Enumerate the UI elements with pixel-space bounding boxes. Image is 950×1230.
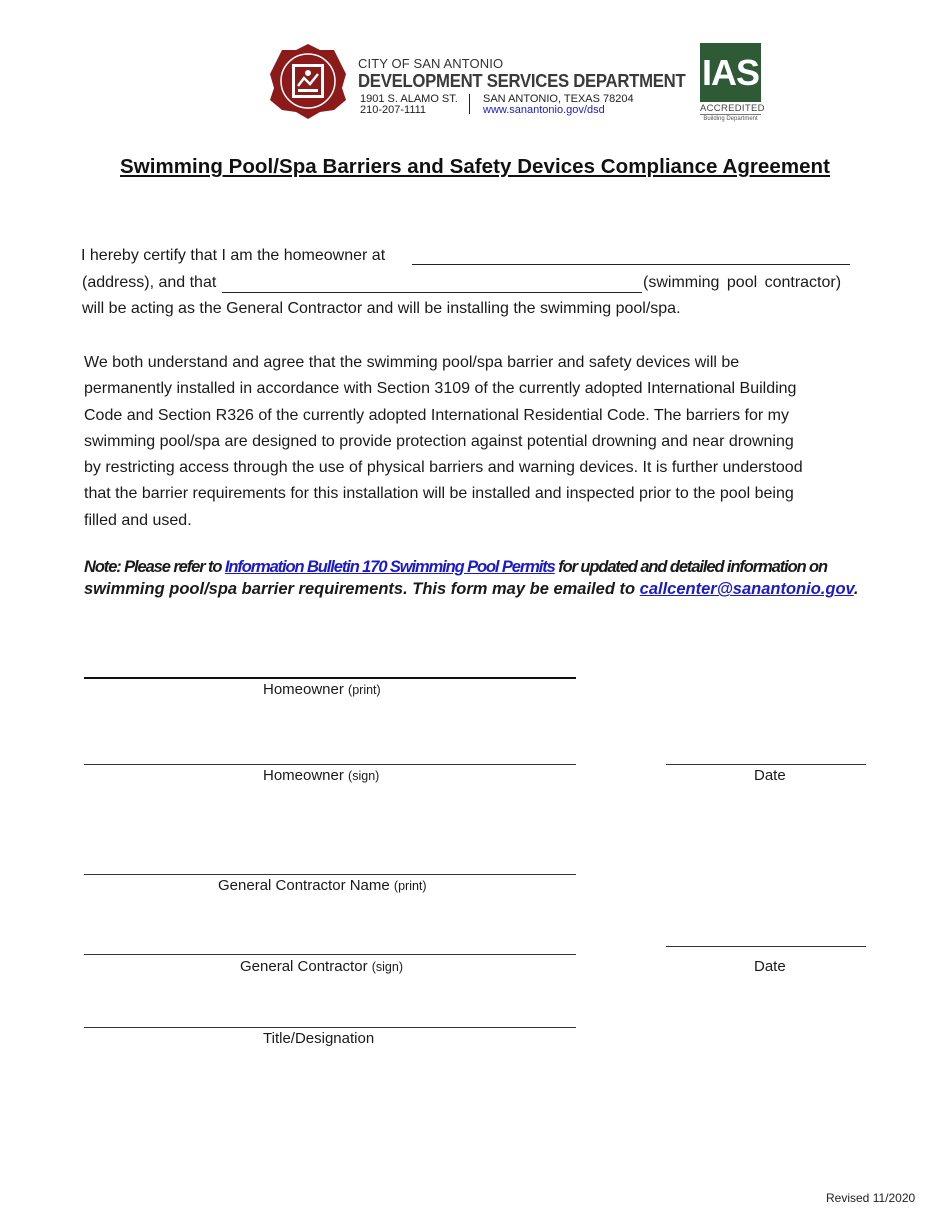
agreement-line: that the barrier requirements for this installation will be installed and inspected prior to the pool being <box>84 485 794 503</box>
address-field[interactable] <box>412 264 850 265</box>
note <box>84 556 874 600</box>
page-title: Swimming Pool/Spa Barriers and Safety Devices Compliance Agreement <box>119 155 831 178</box>
email-link[interactable]: callcenter@sanantonio.gov <box>639 580 854 598</box>
ias-building-dept-label: Building Department <box>703 116 758 122</box>
gc-date-line[interactable] <box>666 946 866 947</box>
title-designation-label: Title/Designation <box>263 1030 375 1047</box>
department-name: DEVELOPMENT SERVICES DEPARTMENT <box>358 71 686 91</box>
gc-name-print-line[interactable] <box>84 874 576 875</box>
website-link[interactable]: www.sanantonio.gov/dsd <box>483 104 605 116</box>
contractor-field[interactable] <box>222 292 642 293</box>
note-middle: for updated and detailed information on <box>554 558 827 576</box>
gc-sign-line[interactable] <box>84 954 576 955</box>
city-seal-icon <box>268 42 348 120</box>
homeowner-sign-line[interactable] <box>84 764 576 765</box>
phone-number: 210-207-1111 <box>360 104 427 116</box>
ias-accredited-label: ACCREDITED <box>700 103 765 114</box>
city-name: CITY OF SAN ANTONIO <box>358 56 504 71</box>
note-line2: swimming pool/spa barrier requirements. This form may be emailed to <box>84 580 640 598</box>
agreement-line: We both understand and agree that the swimming pool/spa barrier and safety devices will be <box>84 354 740 371</box>
homeowner-print-label: Homeowner (print) <box>263 681 381 698</box>
revised-date: Revised 11/2020 <box>826 1191 916 1205</box>
cert-line2-start: (address), and that <box>82 274 217 291</box>
address-divider <box>469 94 470 114</box>
note-prefix: Note: Please refer to <box>84 558 225 576</box>
agreement-line: Code and Section R326 of the currently adopted International Residential Code. The barriers for my <box>84 406 789 424</box>
cert-line1: I hereby certify that I am the homeowner at <box>81 247 386 264</box>
city-state-zip: SAN ANTONIO, TEXAS 78204 <box>483 93 634 105</box>
street-address: 1901 S. ALAMO ST. <box>360 93 458 105</box>
note-suffix: . <box>853 580 859 598</box>
homeowner-date-label: Date <box>754 767 786 784</box>
cert-line3: will be acting as the General Contractor and will be installing the swimming pool/spa. <box>82 300 681 317</box>
agreement-line: swimming pool/spa are designed to provide protection against potential drowning and near drowning <box>84 432 794 450</box>
agreement-line: by restricting access through the use of physical barriers and warning devices. It is further understood <box>84 459 803 477</box>
gc-sign-label: General Contractor (sign) <box>240 958 403 975</box>
ias-logo: IAS <box>700 43 761 102</box>
gc-name-print-label: General Contractor Name (print) <box>218 877 427 894</box>
agreement-line: filled and used. <box>84 511 192 529</box>
bulletin-link[interactable]: Information Bulletin 170 Swimming Pool Permits <box>224 558 555 576</box>
homeowner-print-line[interactable] <box>84 677 576 679</box>
cert-line2-end: (swimming pool contractor) <box>643 274 842 291</box>
title-designation-line[interactable] <box>84 1027 576 1028</box>
homeowner-sign-label: Homeowner (sign) <box>263 767 380 784</box>
gc-date-label: Date <box>754 958 786 975</box>
agreement-paragraph <box>84 350 884 534</box>
agreement-line: permanently installed in accordance with Section 3109 of the currently adopted International Building <box>84 380 797 398</box>
homeowner-date-line[interactable] <box>666 764 866 765</box>
